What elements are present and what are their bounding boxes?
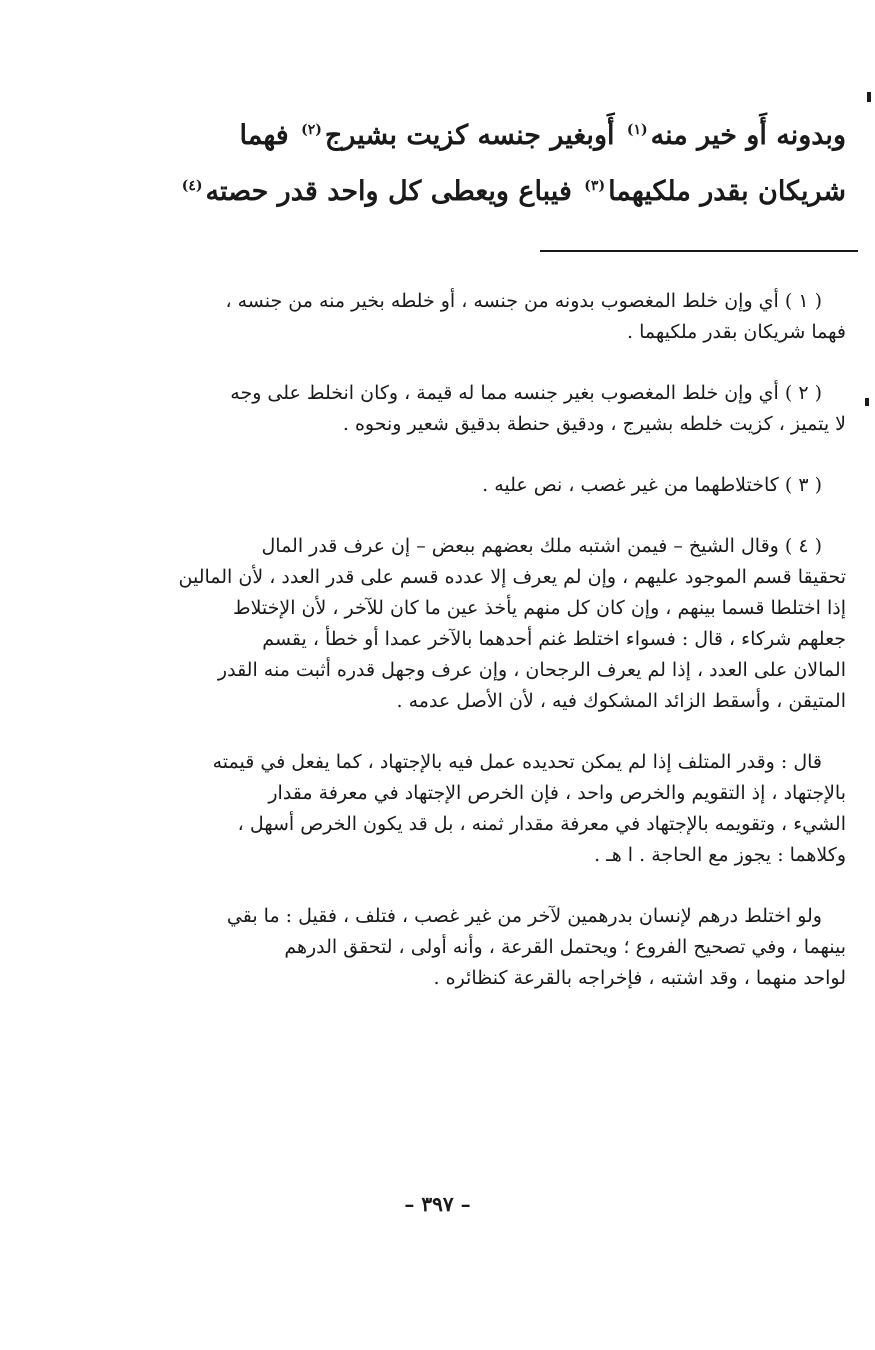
footnote-line: المالان على العدد ، إذا لم يعرف الرجحان ، وإن عرف وجهل قدره أثبت منه القدر (217, 659, 846, 681)
footnote-line: ( ٢ ) أي وإن خلط المغصوب بغير جنسه مما له قيمة ، وكان انخلط على وجه (230, 382, 822, 404)
footnote-ref: (٤) (181, 178, 203, 194)
footnote-line: جعلهم شركاء ، قال : فسواء اختلط غنم أحدهما بالآخر عمدا أو خطأ ، يقسم (262, 628, 846, 650)
footnotes (118, 286, 846, 1024)
footnote-1 (118, 286, 846, 348)
footnote-line: فهما شريكان بقدر ملكيهما . (626, 321, 846, 343)
footnote-line: بينهما ، وفي تصحيح الفروع ؛ ويحتمل القرعة ، وأنه أولى ، لتحقق الدرهم (284, 936, 846, 958)
footnote-line: ( ٤ ) وقال الشيخ – فيمن اشتبه ملك بعضهم ببعض – إن عرف قدر المال (261, 535, 822, 557)
footnote-separator (540, 250, 858, 252)
footnote-line: بالإجتهاد ، إذ التقويم والخرص واحد ، فإن الخرص الإجتهاد في معرفة مقدار (268, 782, 846, 804)
footnote-ref: (١) (626, 122, 648, 138)
footnote-line: لا يتميز ، كزيت خلطه بشيرج ، ودقيق حنطة بدقيق شعير ونحوه . (342, 413, 846, 435)
main-text-line (118, 108, 846, 164)
footnote-line: ( ٣ ) كاختلاطهما من غير غصب ، نص عليه . (482, 474, 822, 496)
footnote-3 (118, 470, 846, 501)
footnote-ref: (٣) (584, 178, 606, 194)
footnote-line: تحقيقا قسم الموجود عليهم ، وإن لم يعرف إلا عدده قسم على قدر العدد ، لأن المالين (178, 566, 846, 588)
scan-edge-mark (867, 92, 871, 102)
main-text-segment: أَوبغير جنسه كزيت بشيرج (324, 120, 615, 151)
footnote-line: لواحد منهما ، وقد اشتبه ، فإخراجه بالقرعة كنظائره . (433, 967, 846, 989)
footnote-2 (118, 378, 846, 440)
footnote-line: ( ١ ) أي وإن خلط المغصوب بدونه من جنسه ، أو خلطه بخير منه من جنسه ، (225, 290, 822, 312)
footnote-line: الشيء ، وتقويمه بالإجتهاد في معرفة مقدار ثمنه ، بل قد يكون الخرص أسهل ، (237, 813, 846, 835)
footnote-line: قال : وقدر المتلف إذا لم يمكن تحديده عمل فيه بالإجتهاد ، كما يفعل في قيمته (212, 751, 822, 773)
main-text-segment: شريكان بقدر ملكيهما (608, 176, 846, 207)
footnote-4-continued (118, 901, 846, 994)
main-text-segment: وبدونه أَو خير منه (650, 120, 846, 151)
page-number: – ٣٩٧ – (404, 1192, 471, 1216)
footnote-4 (118, 531, 846, 717)
footnote-line: إذا اختلطا قسما بينهم ، وإن كان كل منهم يأخذ عين ما كان للآخر ، لأن الإختلاط (233, 597, 846, 619)
footnote-line: ولو اختلط درهم لإنسان بدرهمين لآخر من غير غصب ، فتلف ، فقيل : ما بقي (226, 905, 822, 927)
footnote-4-continued (118, 747, 846, 871)
footnote-line: المتيقن ، وأسقط الزائد المشكوك فيه ، لأن الأصل عدمه . (396, 690, 846, 712)
main-text-line (118, 164, 846, 220)
main-text (118, 108, 846, 220)
main-text-segment: فيباع ويعطى كل واحد قدر حصته (205, 176, 572, 207)
footnote-line: وكلاهما : يجوز مع الحاجة . ا هـ . (594, 844, 846, 866)
footnote-ref: (٢) (301, 122, 322, 138)
main-text-segment: فهما (239, 120, 289, 151)
scan-edge-mark (865, 398, 869, 406)
